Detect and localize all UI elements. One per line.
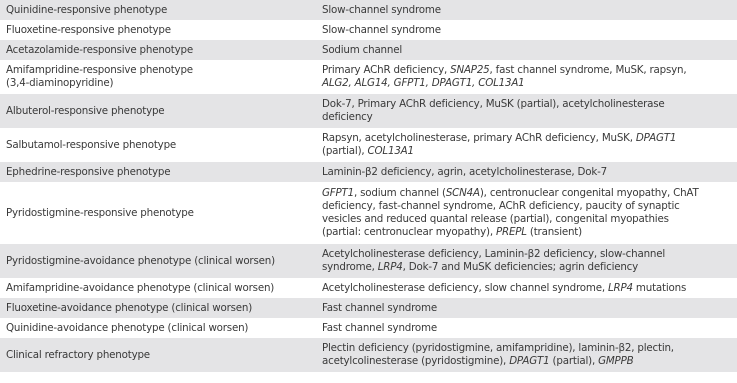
phenotype-cell: Pyridostigmine-avoidance phenotype (clinical worsen) [0, 244, 318, 278]
condition-cell: Acetylcholinesterase deficiency, Laminin-β2 deficiency, slow-channel syndrome, LRP4, Dok-7 and MuSK deficiencies; agrin deficiency [318, 244, 737, 278]
condition-cell: Laminin-β2 deficiency, agrin, acetylcholinesterase, Dok-7 [318, 162, 737, 182]
condition-cell: Fast channel syndrome [318, 318, 737, 338]
condition-cell: Fast channel syndrome [318, 298, 737, 318]
table-row [0, 20, 737, 40]
phenotype-cell: Quinidine-responsive phenotype [0, 0, 318, 20]
phenotype-cell: Acetazolamide-responsive phenotype [0, 40, 318, 60]
phenotype-cell: Clinical refractory phenotype [0, 338, 318, 372]
phenotype-cell: Quinidine-avoidance phenotype (clinical worsen) [0, 318, 318, 338]
phenotype-cell: Amifampridine-responsive phenotype (3,4-diaminopyridine) [0, 60, 318, 94]
condition-cell: Plectin deficiency (pyridostigmine, amifampridine), laminin-β2, plectin, acetylcolinesterase (pyridostigmine), DPAGT1 (partial), GMPPB [318, 338, 737, 372]
condition-cell: Dok-7, Primary AChR deficiency, MuSK (partial), acetylcholinesterase deficiency [318, 94, 737, 128]
table-row [0, 40, 737, 60]
table-row [0, 278, 737, 298]
table-row [0, 318, 737, 338]
table-row [0, 128, 737, 162]
table-row [0, 182, 737, 244]
table-row [0, 244, 737, 278]
table-row [0, 0, 737, 20]
phenotype-cell: Pyridostigmine-responsive phenotype [0, 182, 318, 244]
table-row [0, 60, 737, 94]
phenotype-cell: Salbutamol-responsive phenotype [0, 128, 318, 162]
phenotype-cell: Fluoxetine-responsive phenotype [0, 20, 318, 40]
table-row [0, 94, 737, 128]
table-row [0, 162, 737, 182]
table-row [0, 338, 737, 372]
condition-cell: Slow-channel syndrome [318, 0, 737, 20]
table-row [0, 298, 737, 318]
condition-cell: Sodium channel [318, 40, 737, 60]
condition-cell: Primary AChR deficiency, SNAP25, fast channel syndrome, MuSK, rapsyn, ALG2, ALG14, GFPT1, DPAGT1, COL13A1 [318, 60, 737, 94]
condition-cell: Acetylcholinesterase deficiency, slow channel syndrome, LRP4 mutations [318, 278, 737, 298]
phenotype-cell: Amifampridine-avoidance phenotype (clinical worsen) [0, 278, 318, 298]
condition-cell: Slow-channel syndrome [318, 20, 737, 40]
phenotype-cell: Ephedrine-responsive phenotype [0, 162, 318, 182]
phenotype-cell: Fluoxetine-avoidance phenotype (clinical worsen) [0, 298, 318, 318]
phenotype-cell: Albuterol-responsive phenotype [0, 94, 318, 128]
condition-cell: Rapsyn, acetylcholinesterase, primary AChR deficiency, MuSK, DPAGT1 (partial), COL13A1 [318, 128, 737, 162]
condition-cell: GFPT1, sodium channel (SCN4A), centronuclear congenital myopathy, ChAT deficiency, fast-channel syndrome, AChR deficiency, paucity of synaptic vesicles and reduced quantal release (partial), congenital myopathies (partial: centronuclear myopathy), PREPL (transient) [318, 182, 737, 244]
